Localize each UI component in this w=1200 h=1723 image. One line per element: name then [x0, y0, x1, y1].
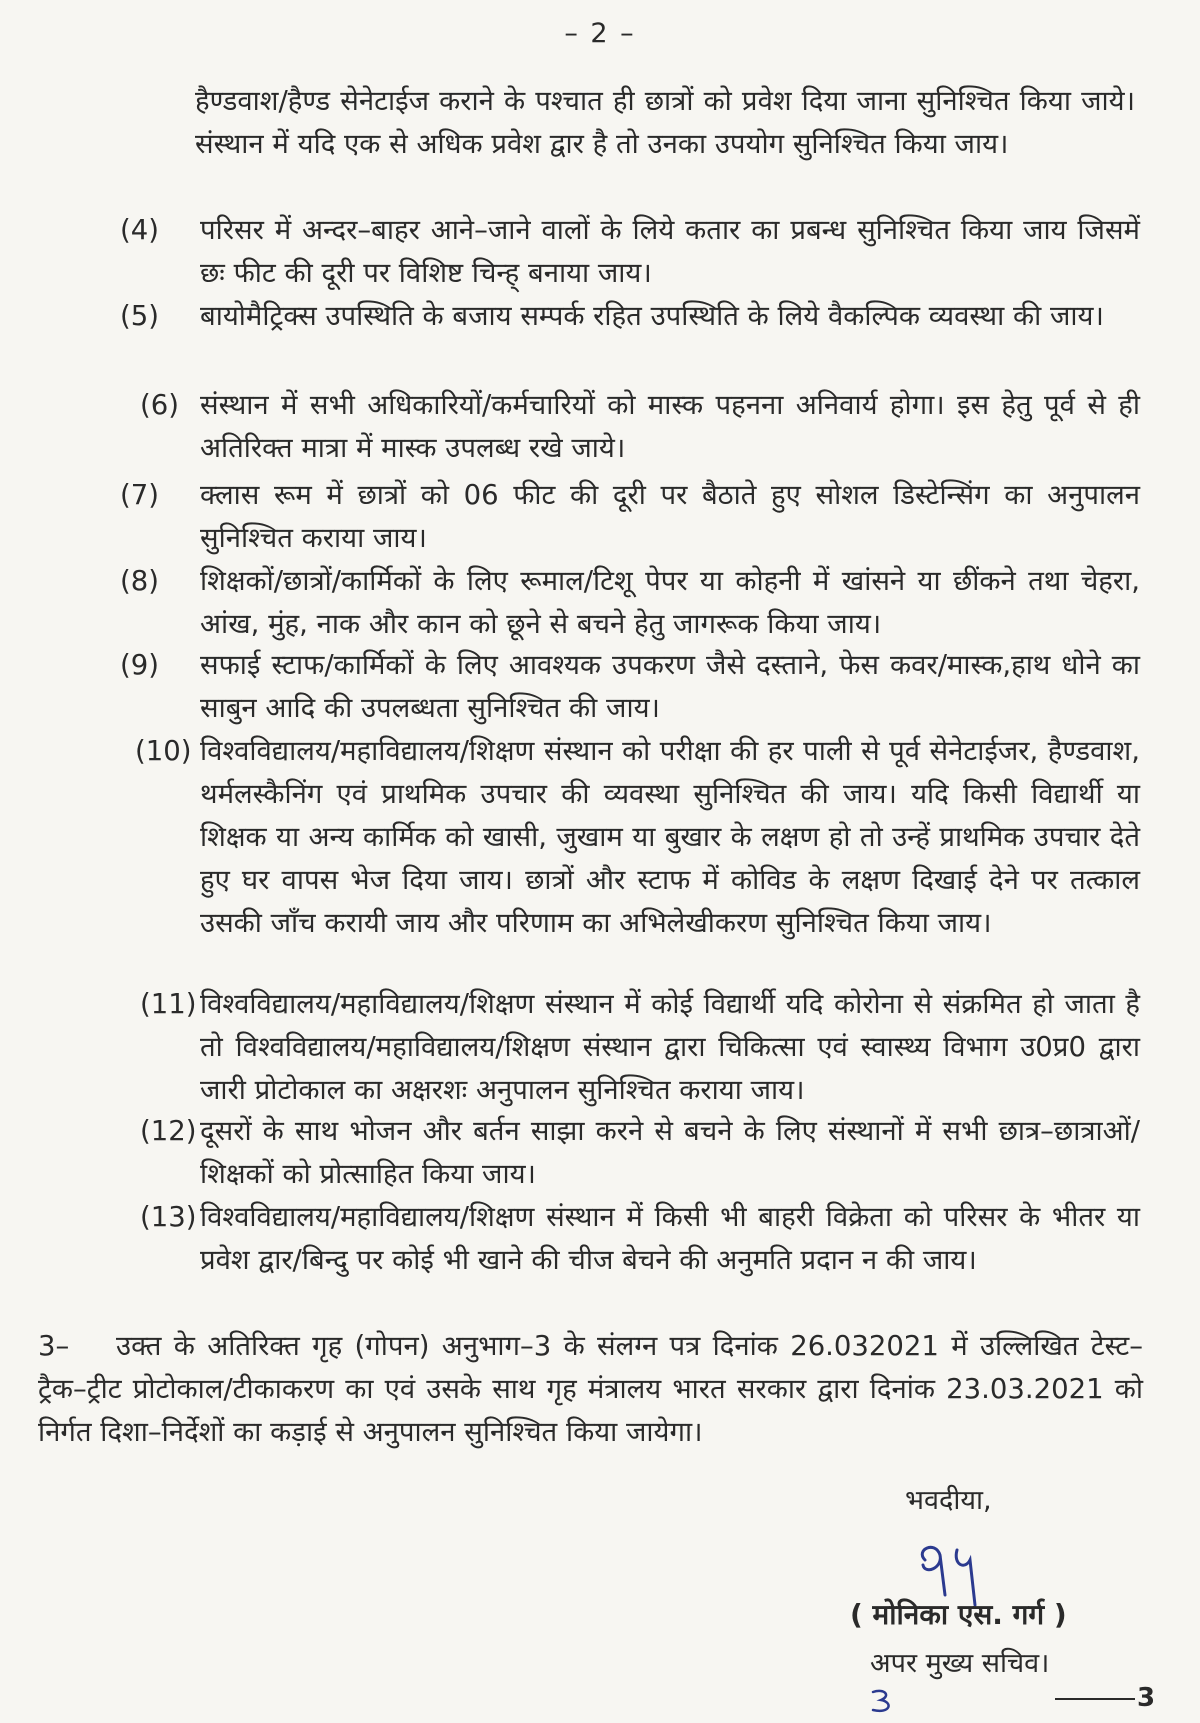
- closing-salutation: भवदीया,: [905, 1485, 992, 1516]
- paragraph-text: उक्त के अतिरिक्त गृह (गोपन) अनुभाग–3 के संलग्न पत्र दिनांक 26.032021 में उल्लिखित टेस्ट–ट्रैक–ट्रीट प्रोटोकाल/टीकाकरण का एवं उसके साथ गृह मंत्रालय भारत सरकार द्वारा दिनांक 23.03.2021 को निर्गत दिशा–निर्देशों का कड़ाई से अनुपालन सुनिश्चित किया जायेगा।: [38, 1330, 1143, 1448]
- item-text: संस्थान में सभी अधिकारियों/कर्मचारियों को मास्क पहनना अनिवार्य होगा। इस हेतु पूर्व से ही अतिरिक्त मात्रा में मास्क उपलब्ध रखे जाये।: [200, 389, 1140, 464]
- item-text: विश्वविद्यालय/महाविद्यालय/शिक्षण संस्थान को परीक्षा की हर पाली से पूर्व सेनेटाईजर, हैण्डवाश, थर्मलस्कैनिंग एवं प्राथमिक उपचार की व्यवस्था सुनिश्चित की जाय। यदि किसी विद्यार्थी या शिक्षक या अन्य कार्मिक को खासी, जुखाम या बुखार के लक्षण हो तो उन्हें प्राथमिक उपचार देते हुए घर वापस भेज दिया जाय। छात्रों और स्टाफ में कोविड के लक्षण दिखाई देने पर तत्काल उसकी जाँच करायी जाय और परिणाम का अभिलेखीकरण सुनिश्चित किया जाय।: [200, 735, 1140, 939]
- item-number: (8): [120, 565, 159, 597]
- next-page-marker: [1055, 1683, 1155, 1713]
- item-text: विश्वविद्यालय/महाविद्यालय/शिक्षण संस्थान में कोई विद्यार्थी यदि कोरोना से संक्रमित हो जाता है तो विश्वविद्यालय/महाविद्यालय/शिक्षण संस्थान द्वारा चिकित्सा एवं स्वास्थ्य विभाग उ0प्र0 द्वारा जारी प्रोटोकाल का अक्षरशः अनुपालन सुनिश्चित कराया जाय।: [200, 988, 1140, 1106]
- signatory-name: ( मोनिका एस. गर्ग ): [850, 1598, 1067, 1631]
- item-text: बायोमैट्रिक्स उपस्थिति के बजाय सम्पर्क रहित उपस्थिति के लिये वैकल्पिक व्यवस्था की जाय।: [200, 300, 1104, 332]
- item-text: सफाई स्टाफ/कार्मिकों के लिए आवश्यक उपकरण जैसे दस्ताने, फेस कवर/मास्क,हाथ धोने का साबुन आदि की उपलब्धता सुनिश्चित की जाय।: [200, 649, 1140, 724]
- paragraph-3: [38, 1325, 1143, 1454]
- item-text: परिसर में अन्दर–बाहर आने–जाने वालों के लिये कतार का प्रबन्ध सुनिश्चित किया जाय जिसमें छः फीट की दूरी पर विशिष्ट चिन्ह् बनाया जाय।: [200, 214, 1140, 289]
- item-number: (10): [135, 735, 192, 767]
- item-number: (6): [140, 389, 179, 421]
- continuation-paragraph: हैण्डवाश/हैण्ड सेनेटाईज कराने के पश्चात ही छात्रों को प्रवेश दिया जाना सुनिश्चित किया जाये। संस्थान में यदि एक से अधिक प्रवेश द्वार है तो उनका उपयोग सुनिश्चित किया जाय।: [195, 85, 1135, 160]
- next-page-dash: [1055, 1698, 1135, 1700]
- next-page-number: 3: [1137, 1683, 1156, 1713]
- item-number: (13): [140, 1201, 197, 1233]
- item-text: क्लास रूम में छात्रों को 06 फीट की दूरी पर बैठाते हुए सोशल डिस्टेन्सिंग का अनुपालन सुनिश्चित कराया जाय।: [200, 479, 1140, 554]
- item-number: (12): [140, 1115, 197, 1147]
- signatory-designation: अपर मुख्य सचिव।: [870, 1648, 1050, 1679]
- paragraph-number: 3–: [38, 1330, 70, 1362]
- item-number: (4): [120, 214, 159, 246]
- item-text: दूसरों के साथ भोजन और बर्तन साझा करने से बचने के लिए संस्थानों में सभी छात्र–छात्राओं/शिक्षकों को प्रोत्साहित किया जाय।: [200, 1115, 1140, 1190]
- item-number: (7): [120, 479, 159, 511]
- item-text: विश्वविद्यालय/महाविद्यालय/शिक्षण संस्थान में किसी भी बाहरी विक्रेता को परिसर के भीतर या प्रवेश द्वार/बिन्दु पर कोई भी खाने की चीज बेचने की अनुमति प्रदान न की जाय।: [200, 1201, 1140, 1276]
- item-number: (5): [120, 300, 159, 332]
- page-number: – 2 –: [564, 18, 636, 49]
- item-number: (11): [140, 988, 197, 1020]
- handwritten-initial: [865, 1686, 905, 1716]
- item-text: शिक्षकों/छात्रों/कार्मिकों के लिए रूमाल/टिशू पेपर या कोहनी में खांसने या छींकने तथा चेहरा, आंख, मुंह, नाक और कान को छूने से बचने हेतु जागरूक किया जाय।: [200, 565, 1140, 640]
- item-number: (9): [120, 649, 159, 681]
